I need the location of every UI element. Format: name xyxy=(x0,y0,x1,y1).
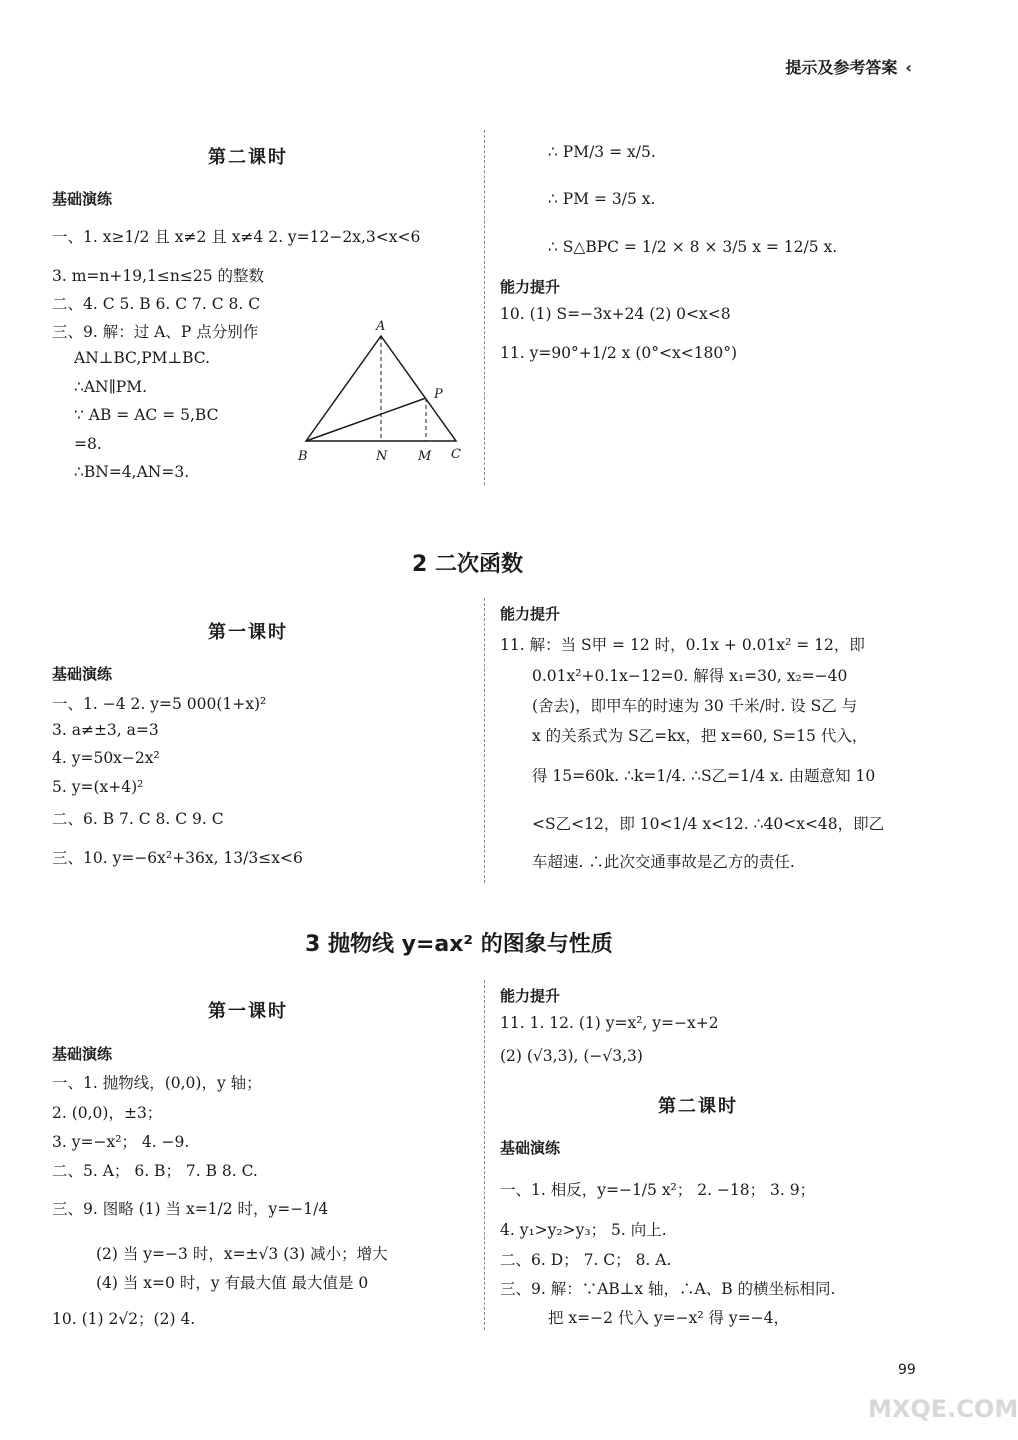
answer-line: 3. m=n+19,1≤n≤25 的整数 xyxy=(52,267,264,285)
answer-line: 得 15=60k. ∴k=1/4. ∴S乙=1/4 x. 由题意知 10 xyxy=(532,767,876,785)
column-divider xyxy=(484,130,485,485)
answer-line: ∴BN=4,AN=3. xyxy=(74,463,190,481)
lesson-title: 第二课时 xyxy=(208,147,288,168)
section-title: 3 抛物线 y=ax² 的图象与性质 xyxy=(305,932,613,957)
answer-line: (2) (√3,3), (−√3,3) xyxy=(500,1047,643,1065)
column-divider xyxy=(484,980,485,1330)
answer-line: 三、9. 解：过 A、P 点分别作 xyxy=(52,323,259,341)
answer-line: (2) 当 y=−3 时，x=±√3 (3) 减小；增大 xyxy=(96,1245,388,1263)
answer-line: 把 x=−2 代入 y=−x² 得 y=−4， xyxy=(548,1309,789,1327)
label-c: C xyxy=(451,447,461,462)
answer-line: ∴ PM/3 = x/5. xyxy=(548,143,656,161)
label-n: N xyxy=(376,449,388,464)
lesson-title: 第一课时 xyxy=(208,1001,288,1022)
answer-line: =8. xyxy=(74,435,102,453)
label-m: M xyxy=(418,449,432,464)
answer-line: ∴ S△BPC = 1/2 × 8 × 3/5 x = 12/5 x. xyxy=(548,238,838,256)
answer-line: 0.01x²+0.1x−12=0. 解得 x₁=30, x₂=−40 xyxy=(532,667,848,685)
answer-line: 10. (1) S=−3x+24 (2) 0<x<8 xyxy=(500,305,731,323)
answer-line: 二、6. B 7. C 8. C 9. C xyxy=(52,810,224,828)
subheading: 能力提升 xyxy=(500,605,561,623)
lesson-title: 第一课时 xyxy=(208,622,288,643)
header-title: 提示及参考答案 xyxy=(785,58,898,77)
answer-line: ∴ PM = 3/5 x. xyxy=(548,190,656,208)
lesson-title: 第二课时 xyxy=(658,1096,738,1117)
page-header xyxy=(785,55,912,78)
answer-line: 4. y₁>y₂>y₃； 5. 向上. xyxy=(500,1221,667,1239)
answer-line: ∴AN∥PM. xyxy=(74,378,148,396)
answer-line: x 的关系式为 S乙=kx，把 x=60, S=15 代入， xyxy=(532,727,868,745)
page-number: 99 xyxy=(898,1362,916,1378)
label-a: A xyxy=(376,319,386,334)
answer-line: 一、1. 相反，y=−1/5 x²； 2. −18； 3. 9； xyxy=(500,1181,816,1199)
answer-line: <S乙<12，即 10<1/4 x<12. ∴40<x<48，即乙 xyxy=(532,815,885,833)
answer-line: 5. y=(x+4)² xyxy=(52,778,144,796)
segment-bp xyxy=(306,398,426,441)
triangle-figure xyxy=(296,318,471,468)
answer-line: 一、1. −4 2. y=5 000(1+x)² xyxy=(52,695,267,713)
answer-line: 三、9. 解：∵AB⊥x 轴，∴A、B 的横坐标相同. xyxy=(500,1280,836,1298)
answer-line: (4) 当 x=0 时，y 有最大值 最大值是 0 xyxy=(96,1274,369,1292)
answer-line: 11. 解：当 S甲 = 12 时，0.1x + 0.01x² = 12，即 xyxy=(500,636,865,654)
answer-line: AN⊥BC,PM⊥BC. xyxy=(74,349,211,367)
subheading: 能力提升 xyxy=(500,987,561,1005)
answer-line: 二、5. A； 6. B； 7. B 8. C. xyxy=(52,1162,258,1180)
answer-line: 11. 1. 12. (1) y=x², y=−x+2 xyxy=(500,1014,719,1032)
subheading: 基础演练 xyxy=(52,190,113,208)
watermark: MXQE.COM xyxy=(868,1395,1018,1423)
section-title: 2 二次函数 xyxy=(412,552,523,577)
subheading: 能力提升 xyxy=(500,278,561,296)
answer-line: ∵ AB = AC = 5,BC xyxy=(74,406,219,424)
subheading: 基础演练 xyxy=(500,1139,561,1157)
answer-line: 二、4. C 5. B 6. C 7. C 8. C xyxy=(52,295,261,313)
answer-line: 一、1. 抛物线，(0,0)，y 轴； xyxy=(52,1074,262,1092)
header-arrow-icon: ‹ xyxy=(905,58,912,77)
answer-line: 4. y=50x−2x² xyxy=(52,749,160,767)
answer-line: (舍去)，即甲车的时速为 30 千米/时. 设 S乙 与 xyxy=(532,697,858,715)
answer-line: 3. a≠±3, a=3 xyxy=(52,721,159,739)
label-b: B xyxy=(298,449,308,464)
label-p: P xyxy=(434,387,443,402)
answer-line: 2. (0,0)，±3； xyxy=(52,1104,163,1122)
answer-line: 一、1. x≥1/2 且 x≠2 且 x≠4 2. y=12−2x,3<x<6 xyxy=(52,228,421,246)
subheading: 基础演练 xyxy=(52,1045,113,1063)
answer-line: 三、10. y=−6x²+36x, 13/3≤x<6 xyxy=(52,849,303,867)
answer-line: 三、9. 图略 (1) 当 x=1/2 时，y=−1/4 xyxy=(52,1200,329,1218)
answer-line: 11. y=90°+1/2 x (0°<x<180°) xyxy=(500,344,738,362)
subheading: 基础演练 xyxy=(52,665,113,683)
answer-line: 10. (1) 2√2；(2) 4. xyxy=(52,1310,196,1328)
answer-line: 3. y=−x²； 4. −9. xyxy=(52,1133,190,1151)
answer-line: 车超速. ∴此次交通事故是乙方的责任. xyxy=(532,853,795,871)
answer-line: 二、6. D； 7. C； 8. A. xyxy=(500,1251,672,1269)
column-divider xyxy=(484,598,485,883)
